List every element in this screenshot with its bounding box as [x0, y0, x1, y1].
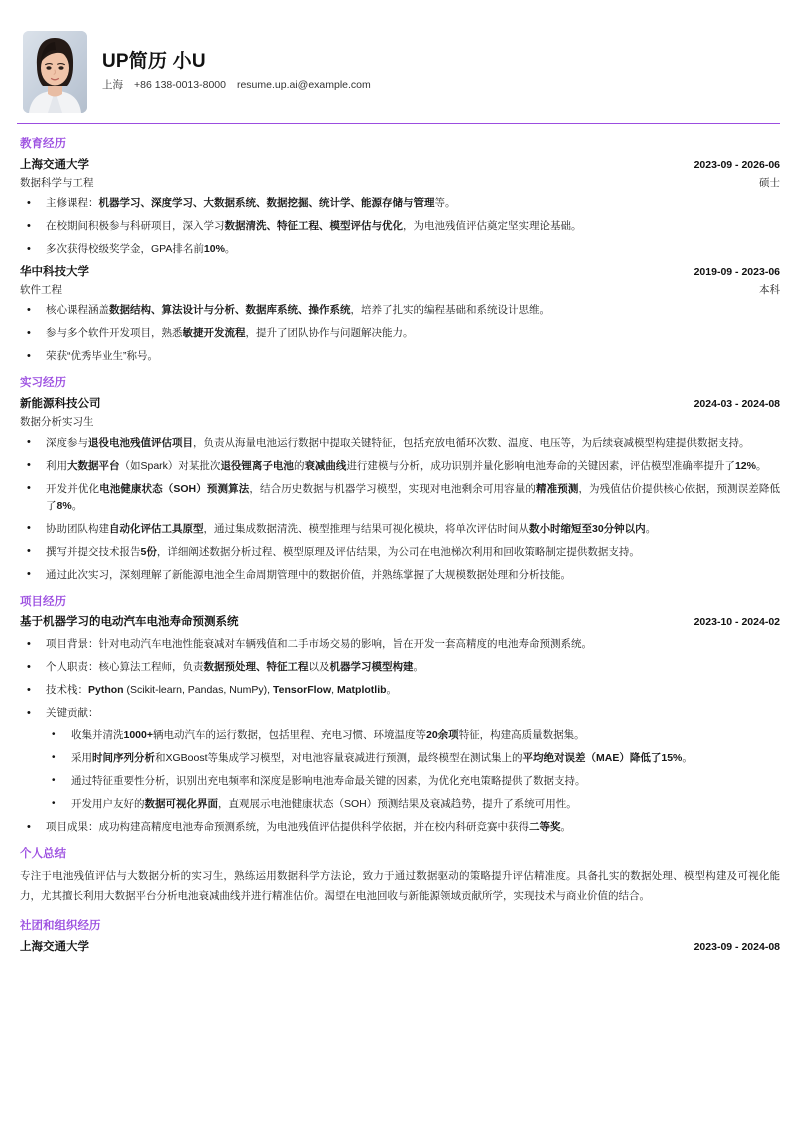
bullet-item: • 利用大数据平台（如Spark）对某批次退役锂离子电池的衰减曲线进行建模与分析，成功识别并量化影响电池寿命的关键因素，评估模型准确率提升了12%。 — [20, 458, 780, 475]
bullet-item: • 撰写并提交技术报告5份，详细阐述数据分析过程、模型原理及评估结果，为公司在电池梯次利用和回收策略制定提供数据支持。 — [20, 544, 780, 561]
avatar — [23, 31, 87, 113]
internship-entry — [20, 396, 780, 583]
bullet-item: • 关键贡献： • 收集并清洗1000+辆电动汽车的运行数据，包括里程、充电习惯、环境温度等20余项特征，构建高质量数据集。 • 采用时间序列分析和XGBoost等集成学习模型，对电池容量衰减进行预测，最终模型在测试集上的平均绝对误差（MAE）降低了15%。 • 通过特征重要性分析，识别出充电频率和深度是影响电池寿命最关键的因素，为优化充电策略提供了数据支持。 • 开发用户友好的数据可视化界面，直观展示电池健康状态（SOH）预测结果及衰减趋势，提升了系统可用性。 — [20, 705, 780, 813]
school-degree: 本科 — [759, 284, 780, 297]
bullet-item: • 核心课程涵盖数据结构、算法设计与分析、数据库系统、操作系统，培养了扎实的编程基础和系统设计思维。 — [20, 302, 780, 319]
bullet-item: • 项目成果：成功构建高精度电池寿命预测系统，为电池残值评估提供科学依据，并在校内科研竞赛中获得二等奖。 — [20, 819, 780, 836]
section-internship — [20, 376, 780, 583]
education-bullets-0 — [20, 195, 780, 258]
sub-bullet-item: • 收集并清洗1000+辆电动汽车的运行数据，包括里程、充电习惯、环境温度等20余项特征，构建高质量数据集。 — [46, 727, 780, 744]
bullet-item: • 主修课程：机器学习、深度学习、大数据系统、数据挖掘、统计学、能源存储与管理等。 — [20, 195, 780, 212]
bullet-item: • 参与多个软件开发项目，熟悉敏捷开发流程，提升了团队协作与问题解决能力。 — [20, 325, 780, 342]
bullet-item: • 个人职责：核心算法工程师，负责数据预处理、特征工程以及机器学习模型构建。 — [20, 659, 780, 676]
sub-bullet-item: • 通过特征重要性分析，识别出充电频率和深度是影响电池寿命最关键的因素，为优化充电策略提供了数据支持。 — [46, 773, 780, 790]
project-name: 基于机器学习的电动汽车电池寿命预测系统 — [20, 616, 239, 629]
section-organization — [20, 919, 780, 957]
education-entry — [20, 157, 780, 258]
contact-line — [102, 80, 371, 91]
bullet-item: • 技术栈：Python (Scikit-learn, Pandas, NumPy), TensorFlow, Matplotlib。 — [20, 682, 780, 699]
section-title-project: 项目经历 — [20, 595, 66, 608]
sub-bullet-item: • 采用时间序列分析和XGBoost等集成学习模型，对电池容量衰减进行预测，最终模型在测试集上的平均绝对误差（MAE）降低了15%。 — [46, 750, 780, 767]
project-bullets — [20, 636, 780, 836]
school-name: 华中科技大学 — [20, 266, 89, 279]
section-education — [20, 137, 780, 365]
organization-entry — [20, 939, 780, 957]
section-title-education: 教育经历 — [20, 138, 66, 151]
project-date: 2023-10 - 2024-02 — [693, 616, 780, 629]
candidate-name: UP简历 小U — [102, 50, 206, 72]
school-name: 上海交通大学 — [20, 159, 89, 172]
bullet-item: • 在校期间积极参与科研项目，深入学习数据清洗、特征工程、模型评估与优化，为电池残值评估奠定坚实理论基础。 — [20, 218, 780, 235]
internship-bullets — [20, 435, 780, 584]
bullet-item: • 项目背景：针对电动汽车电池性能衰减对车辆残值和二手市场交易的影响，旨在开发一套高精度的电池寿命预测系统。 — [20, 636, 780, 653]
bullet-item: • 多次获得校级奖学金，GPA排名前10%。 — [20, 241, 780, 258]
section-project — [20, 595, 780, 837]
bullet-item: • 开发并优化电池健康状态（SOH）预测算法，结合历史数据与机器学习模型，实现对电池剩余可用容量的精准预测，为残值估价提供核心依据，预测误差降低了8%。 — [20, 481, 780, 515]
project-entry — [20, 614, 780, 836]
section-title-internship: 实习经历 — [20, 377, 66, 390]
resume-header — [20, 0, 780, 123]
school-degree: 硕士 — [759, 177, 780, 190]
contact-location: 上海 — [102, 78, 123, 91]
internship-role: 数据分析实习生 — [20, 416, 94, 429]
section-title-organization: 社团和组织经历 — [20, 920, 101, 933]
section-summary — [20, 847, 780, 906]
bullet-item: • 荣获“优秀毕业生”称号。 — [20, 348, 780, 365]
bullet-item: • 通过此次实习，深刻理解了新能源电池全生命周期管理中的数据价值，并熟练掌握了大规模数据处理和分析技能。 — [20, 567, 780, 584]
education-bullets-1 — [20, 302, 780, 365]
organization-name: 上海交通大学 — [20, 940, 89, 953]
company-name: 新能源科技公司 — [20, 398, 101, 411]
section-title-summary: 个人总结 — [20, 848, 66, 861]
header-text — [102, 52, 371, 93]
sub-bullet-item: • 开发用户友好的数据可视化界面，直观展示电池健康状态（SOH）预测结果及衰减趋势，提升了系统可用性。 — [46, 796, 780, 813]
bullet-item: • 协助团队构建自动化评估工具原型，通过集成数据清洗、模型推理与结果可视化模块，将单次评估时间从数小时缩短至30分钟以内。 — [20, 521, 780, 538]
education-entry — [20, 264, 780, 365]
contact-email: resume.up.ai@example.com — [236, 78, 371, 91]
contact-phone: +86 138-0013-8000 — [134, 78, 226, 91]
school-date: 2023-09 - 2026-06 — [693, 159, 780, 172]
school-date: 2019-09 - 2023-06 — [693, 266, 780, 279]
header-divider — [17, 123, 780, 124]
school-major: 软件工程 — [20, 284, 62, 297]
bullet-item: • 深度参与退役电池残值评估项目，负责从海量电池运行数据中提取关键特征，包括充放电循环次数、温度、电压等，为后续衰减模型构建提供数据支持。 — [20, 435, 780, 452]
sub-bullet-list — [46, 727, 780, 813]
summary-text: 专注于电池残值评估与大数据分析的实习生，熟练运用数据科学方法论，致力于通过数据驱动的策略提升评估精准度。具备扎实的数据处理、模型构建及可视化能力，尤其擅长利用大数据平台分析电池衰减曲线并进行精准估价。渴望在电池回收与新能源领域贡献所学，实现技术与商业价值的结合。 — [20, 870, 780, 902]
school-major: 数据科学与工程 — [20, 177, 94, 190]
internship-date: 2024-03 - 2024-08 — [693, 398, 780, 411]
organization-date: 2023-09 - 2024-08 — [693, 940, 780, 953]
